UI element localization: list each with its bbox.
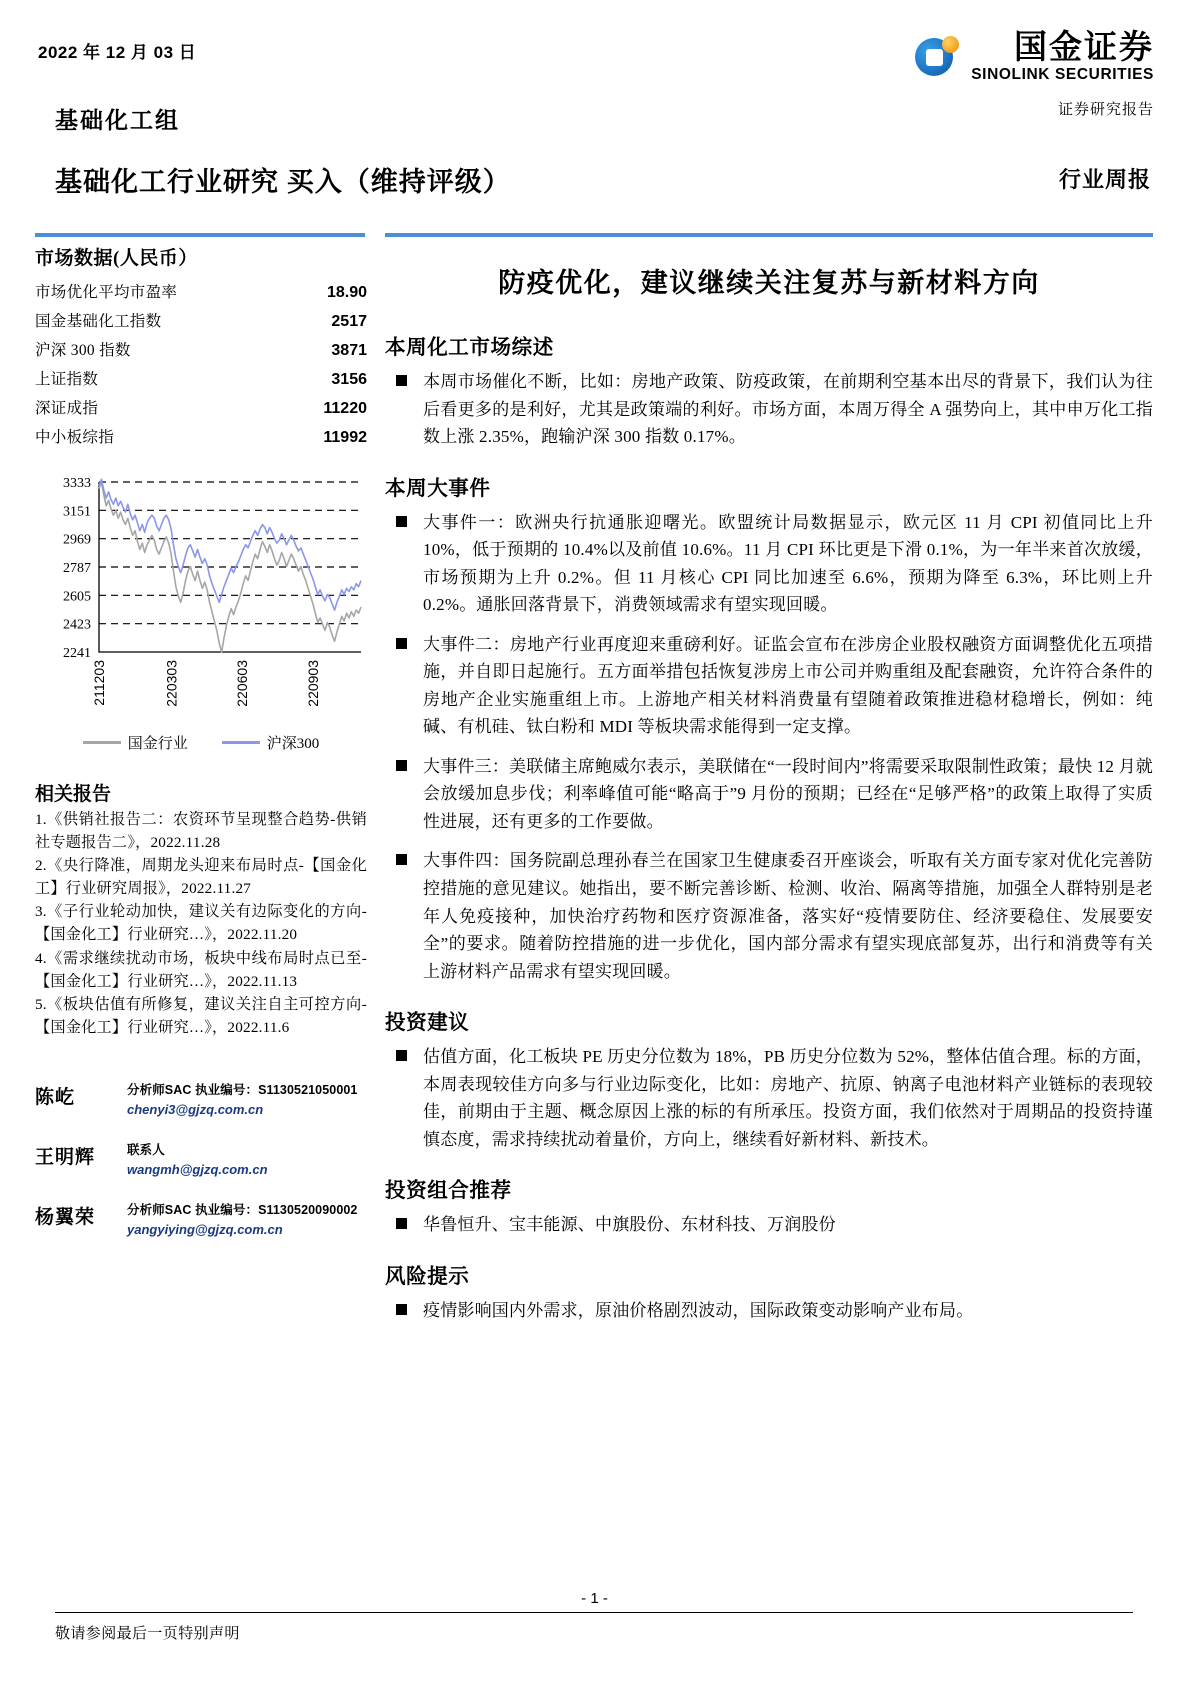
svg-text:211203: 211203 <box>91 660 108 706</box>
legend-swatch-industry <box>83 741 121 744</box>
section-heading-portfolio: 投资组合推荐 <box>385 1180 512 1203</box>
svg-text:3151: 3151 <box>63 504 91 520</box>
research-group-name: 基础化工组 <box>55 108 180 133</box>
bullet-text: 大事件三：美联储主席鲍威尔表示，美联储在“一段时间内”将需要采取限制性政策；最快 12 月就会放缓加息步伐；利率峰值可能“略高于”9 月份的预期；已经在“足够严格”的政策上取得了实质性进展，还有更多的工作要做。 <box>423 756 1153 831</box>
index-performance-chart <box>35 470 367 765</box>
analyst-role: 分析师SAC 执业编号：S1130521050001 <box>127 1082 358 1097</box>
market-data-table <box>35 276 367 450</box>
square-bullet-icon <box>385 847 423 865</box>
section-heading-market-review: 本周化工市场综述 <box>385 337 554 359</box>
svg-text:3333: 3333 <box>63 476 91 491</box>
report-category-label: 证券研究报告 <box>1057 102 1154 118</box>
related-report-link[interactable]: 5.《板块估值有所修复，建议关注自主可控方向-【国金化工】行业研究…》，2022.11.6 <box>35 995 367 1036</box>
market-data-title: 市场数据(人民币） <box>35 248 198 269</box>
bullet-text: 华鲁恒升、宝丰能源、中旗股份、东材科技、万润股份 <box>423 1215 836 1235</box>
main-content <box>385 243 1153 1336</box>
sinolink-logo-icon <box>915 34 961 80</box>
list-item <box>385 1211 1153 1239</box>
bullet-text: 大事件一：欧洲央行抗通胀迎曙光。欧盟统计局数据显示，欧元区 11 月 CPI 初值同比上升 10%，低于预期的 10.4%以及前值 10.6%。11 月 CPI 环比更是下滑 0.1%，为一年半来首次放缓，市场预期为上升 0.2%。但 11 月核心 CPI 同比加速至 6.6%，预期为降至 6.3%，环比则上升 0.2%。通胀回落背景下，消费领域需求有望实现回暖。 <box>423 512 1153 615</box>
footer-disclaimer: 敬请参阅最后一页特别声明 <box>55 1626 240 1642</box>
footer-divider <box>55 1612 1133 1613</box>
section-heading-major-events: 本周大事件 <box>385 477 491 500</box>
divider-right <box>385 233 1153 237</box>
square-bullet-icon <box>385 753 423 771</box>
svg-text:2969: 2969 <box>63 532 91 548</box>
list-item <box>385 368 1153 451</box>
section-heading-risk: 风险提示 <box>385 1265 470 1288</box>
page-title: 防疫优化，建议继续关注复苏与新材料方向 <box>498 268 1040 298</box>
sidebar <box>35 243 367 1262</box>
legend-item-csi300 <box>222 732 320 753</box>
list-item <box>385 631 1153 741</box>
section-heading-investment-advice: 投资建议 <box>385 1012 470 1035</box>
analyst-entry <box>35 1081 367 1119</box>
related-reports-block <box>35 779 367 1039</box>
analyst-email[interactable]: chenyi3@gjzq.com.cn <box>127 1101 264 1117</box>
bullet-text: 大事件四：国务院副总理孙春兰在国家卫生健康委召开座谈会，听取有关方面专家对优化完善防控措施的意见建议。她指出，要不断完善诊断、检测、收治、隔离等措施，加强全人群特别是老年人免疫接种，加快治疗药物和医疗资源准备，落实好“疫情要防住、经济要稳住、发展要安全”的要求。随着防控措施的进一步优化，国内部分需求有望实现底部复苏，出行和消费等有关上游材料产品需求有望实现回暖。 <box>423 851 1153 981</box>
market-data-label: 市场优化平均市盈率 <box>35 283 178 301</box>
analyst-role: 联系人 <box>127 1143 165 1158</box>
related-report-link[interactable]: 2.《央行降准，周期龙头迎来布局时点-【国金化工】行业研究周报》，2022.11.27 <box>35 857 367 898</box>
analyst-entry <box>35 1201 367 1239</box>
related-report-link[interactable]: 3.《子行业轮动加快，建议关有边际变化的方向-【国金化工】行业研究…》，2022.11.20 <box>35 903 367 944</box>
table-row <box>35 276 367 305</box>
market-data-label: 国金基础化工指数 <box>35 312 162 330</box>
svg-text:220603: 220603 <box>234 660 251 707</box>
report-type-label: 行业周报 <box>1058 167 1151 192</box>
report-date: 2022 年 12 月 03 日 <box>38 43 197 62</box>
analyst-name: 陈屹 <box>35 1086 76 1108</box>
bullet-text: 估值方面，化工板块 PE 历史分位数为 18%，PB 历史分位数为 52%，整体估值合理。标的方面，本周表现较佳方向多与行业边际变化，比如：房地产、抗原、钠离子电池材料产业链标的表现较佳，前期由于主题、概念原因上涨的标的有所承压。投资方面，我们依然对于周期品的投资持谨慎态度，需求持续扰动着量价，方向上，继续看好新材料、新技术。 <box>423 1047 1153 1149</box>
company-name-en: SINOLINK SECURITIES <box>971 66 1154 83</box>
analyst-contacts <box>35 1081 367 1240</box>
table-row <box>35 334 367 363</box>
table-row <box>35 305 367 334</box>
svg-text:2241: 2241 <box>63 646 91 661</box>
market-data-label: 上证指数 <box>35 370 99 388</box>
table-row <box>35 363 367 392</box>
related-reports-title: 相关报告 <box>35 784 112 805</box>
square-bullet-icon <box>385 368 423 386</box>
analyst-role: 分析师SAC 执业编号：S1130520090002 <box>127 1203 358 1218</box>
legend-item-industry <box>83 732 188 753</box>
square-bullet-icon <box>385 631 423 649</box>
bullet-text: 大事件二：房地产行业再度迎来重磅利好。证监会宣布在涉房企业股权融资方面调整优化五项措施，并自即日起施行。五方面举措包括恢复涉房上市公司并购重组及配套融资，允许符合条件的房地产企业实施重组上市。上游地产相关材料消费量有望随着政策推进稳材稳增长，例如：纯碱、有机硅、钛白粉和 MDI 等板块需求能得到一定支撑。 <box>423 634 1153 737</box>
divider-left <box>35 233 365 237</box>
svg-text:220303: 220303 <box>163 660 180 707</box>
chart-legend <box>35 732 367 753</box>
list-item <box>385 753 1153 836</box>
market-data-label: 深证成指 <box>35 399 99 417</box>
list-item <box>385 847 1153 985</box>
market-data-body <box>35 276 367 450</box>
related-report-link[interactable]: 1.《供销社报告二：农资环节呈现整合趋势-供销社专题报告二》，2022.11.28 <box>35 811 367 852</box>
table-row <box>35 392 367 421</box>
industry-rating-heading: 基础化工行业研究 买入（维持评级） <box>55 167 511 197</box>
svg-text:2605: 2605 <box>63 589 91 605</box>
list-item <box>385 1297 1153 1325</box>
market-data-value: 11220 <box>323 399 367 417</box>
list-item <box>385 509 1153 619</box>
company-logo-block <box>915 30 1154 119</box>
list-item <box>385 1043 1153 1153</box>
market-data-value: 18.90 <box>326 283 367 301</box>
square-bullet-icon <box>385 1211 423 1229</box>
market-data-value: 3871 <box>331 341 367 359</box>
analyst-entry <box>35 1141 367 1179</box>
market-data-label: 沪深 300 指数 <box>35 341 131 359</box>
bullet-text: 本周市场催化不断，比如：房地产政策、防疫政策，在前期利空基本出尽的背景下，我们认为往后看更多的是利好，尤其是政策端的利好。市场方面，本周万得全 A 强势向上，其中申万化工指数上涨 2.35%，跑输沪深 300 指数 0.17%。 <box>423 372 1153 447</box>
legend-label-industry: 国金行业 <box>127 736 188 752</box>
related-report-link[interactable]: 4.《需求继续扰动市场，板块中线布局时点已至-【国金化工】行业研究…》，2022.11.13 <box>35 949 367 990</box>
market-data-label: 中小板综指 <box>35 428 115 446</box>
table-row <box>35 421 367 450</box>
analyst-name: 杨翼荣 <box>35 1207 96 1229</box>
analyst-email[interactable]: wangmh@gjzq.com.cn <box>127 1161 268 1177</box>
analyst-name: 王明辉 <box>35 1147 96 1169</box>
svg-text:2787: 2787 <box>63 561 91 576</box>
legend-swatch-csi300 <box>222 741 260 744</box>
square-bullet-icon <box>385 1297 423 1315</box>
svg-text:220903: 220903 <box>304 660 321 707</box>
company-name-cn: 国金证券 <box>1014 28 1154 65</box>
bullet-text: 疫情影响国内外需求，原油价格剧烈波动，国际政策变动影响产业布局。 <box>423 1300 974 1320</box>
page-number: - 1 - <box>581 1590 608 1607</box>
square-bullet-icon <box>385 1043 423 1061</box>
svg-text:2423: 2423 <box>63 617 91 633</box>
square-bullet-icon <box>385 509 423 527</box>
market-data-value: 2517 <box>331 312 367 330</box>
market-data-value: 3156 <box>331 370 367 388</box>
chart-svg <box>35 470 367 730</box>
market-data-value: 11992 <box>323 428 367 446</box>
legend-label-csi300: 沪深300 <box>266 736 320 752</box>
analyst-email[interactable]: yangyiying@gjzq.com.cn <box>127 1222 283 1238</box>
